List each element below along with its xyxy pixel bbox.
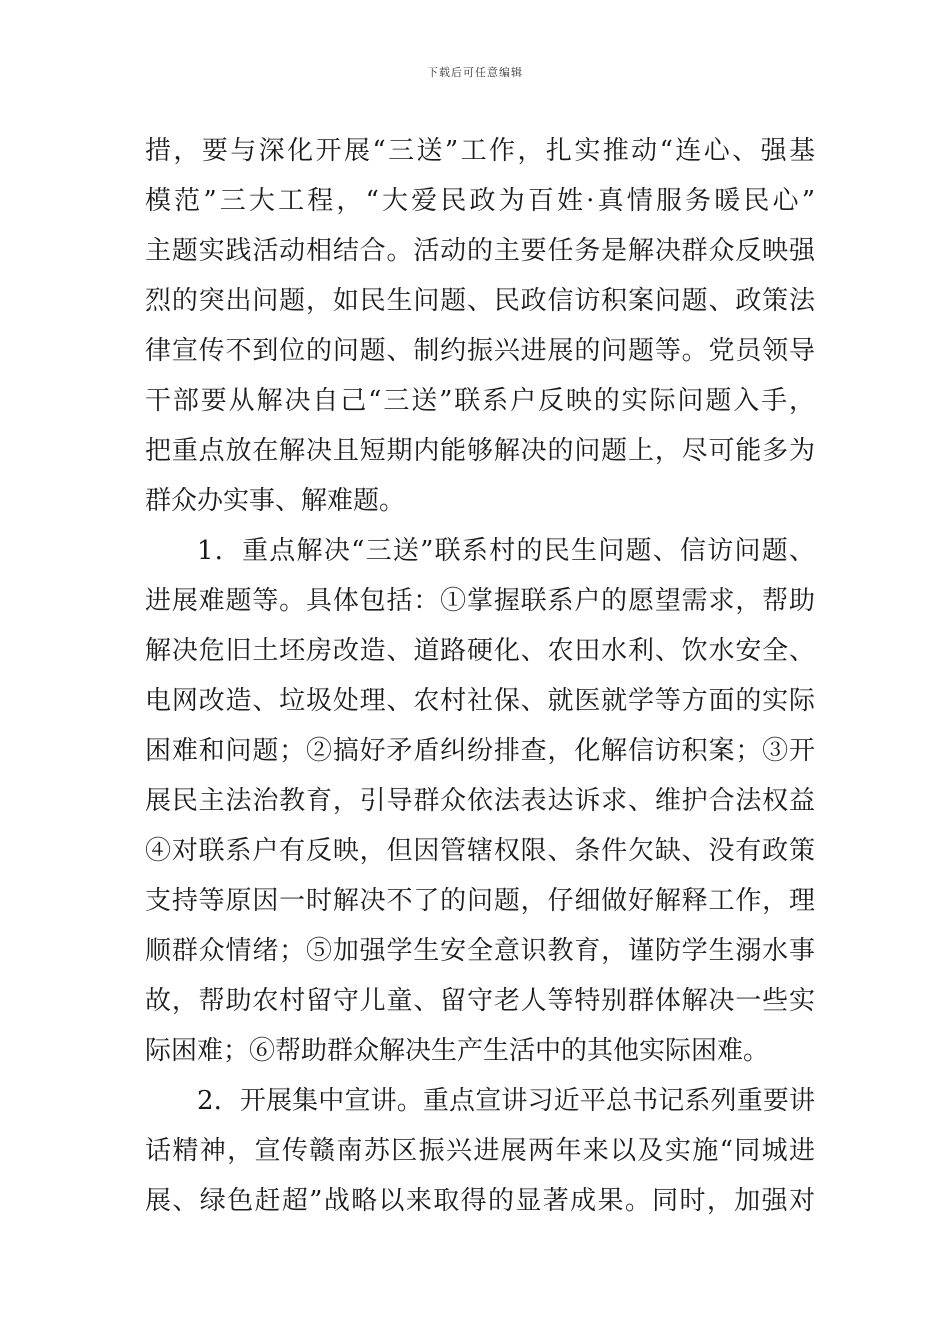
text-line: 故，帮助农村留守儿童、留守老人等特别群体解决一些实	[145, 986, 815, 1016]
text-line: ④对联系户有反映，但因管辖权限、条件欠缺、没有政策	[145, 836, 815, 866]
text-line: 话精神，宣传赣南苏区振兴进展两年来以及实施“同城进	[145, 1136, 815, 1166]
text-line: 干部要从解决自己“三送”联系户反映的实际问题入手，	[145, 386, 815, 416]
text-line: 电网改造、垃圾处理、农村社保、就医就学等方面的实际	[145, 686, 815, 716]
text-line: 支持等原因一时解决不了的问题，仔细做好解释工作，理	[145, 886, 815, 916]
text-line: 措，要与深化开展“三送”工作，扎实推动“连心、强基	[145, 136, 815, 166]
text-line: 际困难；⑥帮助群众解决生产生活中的其他实际困难。	[145, 1036, 770, 1066]
body-text	[145, 126, 815, 1226]
text-line: 解决危旧土坯房改造、道路硬化、农田水利、饮水安全、	[145, 636, 815, 666]
section-2-heading-line: 2．开展集中宣讲。重点宣讲习近平总书记系列重要讲	[197, 1086, 815, 1116]
text-line: 展民主法治教育，引导群众依法表达诉求、维护合法权益	[145, 786, 815, 816]
text-line: 模范”三大工程，“大爱民政为百姓·真情服务暖民心”	[145, 186, 815, 216]
text-line: 展、绿色赶超”战略以来取得的显著成果。同时，加强对	[145, 1186, 815, 1216]
text-line: 进展难题等。具体包括：①掌握联系户的愿望需求，帮助	[145, 586, 815, 616]
text-line: 困难和问题；②搞好矛盾纠纷排查，化解信访积案；③开	[145, 736, 815, 766]
section-1-heading-line: 1．重点解决“三送”联系村的民生问题、信访问题、	[197, 536, 815, 566]
text-line: 把重点放在解决且短期内能够解决的问题上，尽可能多为	[145, 436, 815, 466]
page-header: 下载后可任意编辑	[427, 66, 523, 79]
text-line: 顺群众情绪；⑤加强学生安全意识教育，谨防学生溺水事	[145, 936, 815, 966]
text-line: 群众办实事、解难题。	[145, 486, 406, 516]
text-line: 律宣传不到位的问题、制约振兴进展的问题等。党员领导	[145, 336, 815, 366]
text-line: 烈的突出问题，如民生问题、民政信访积案问题、政策法	[145, 286, 815, 316]
text-line: 主题实践活动相结合。活动的主要任务是解决群众反映强	[145, 236, 815, 266]
